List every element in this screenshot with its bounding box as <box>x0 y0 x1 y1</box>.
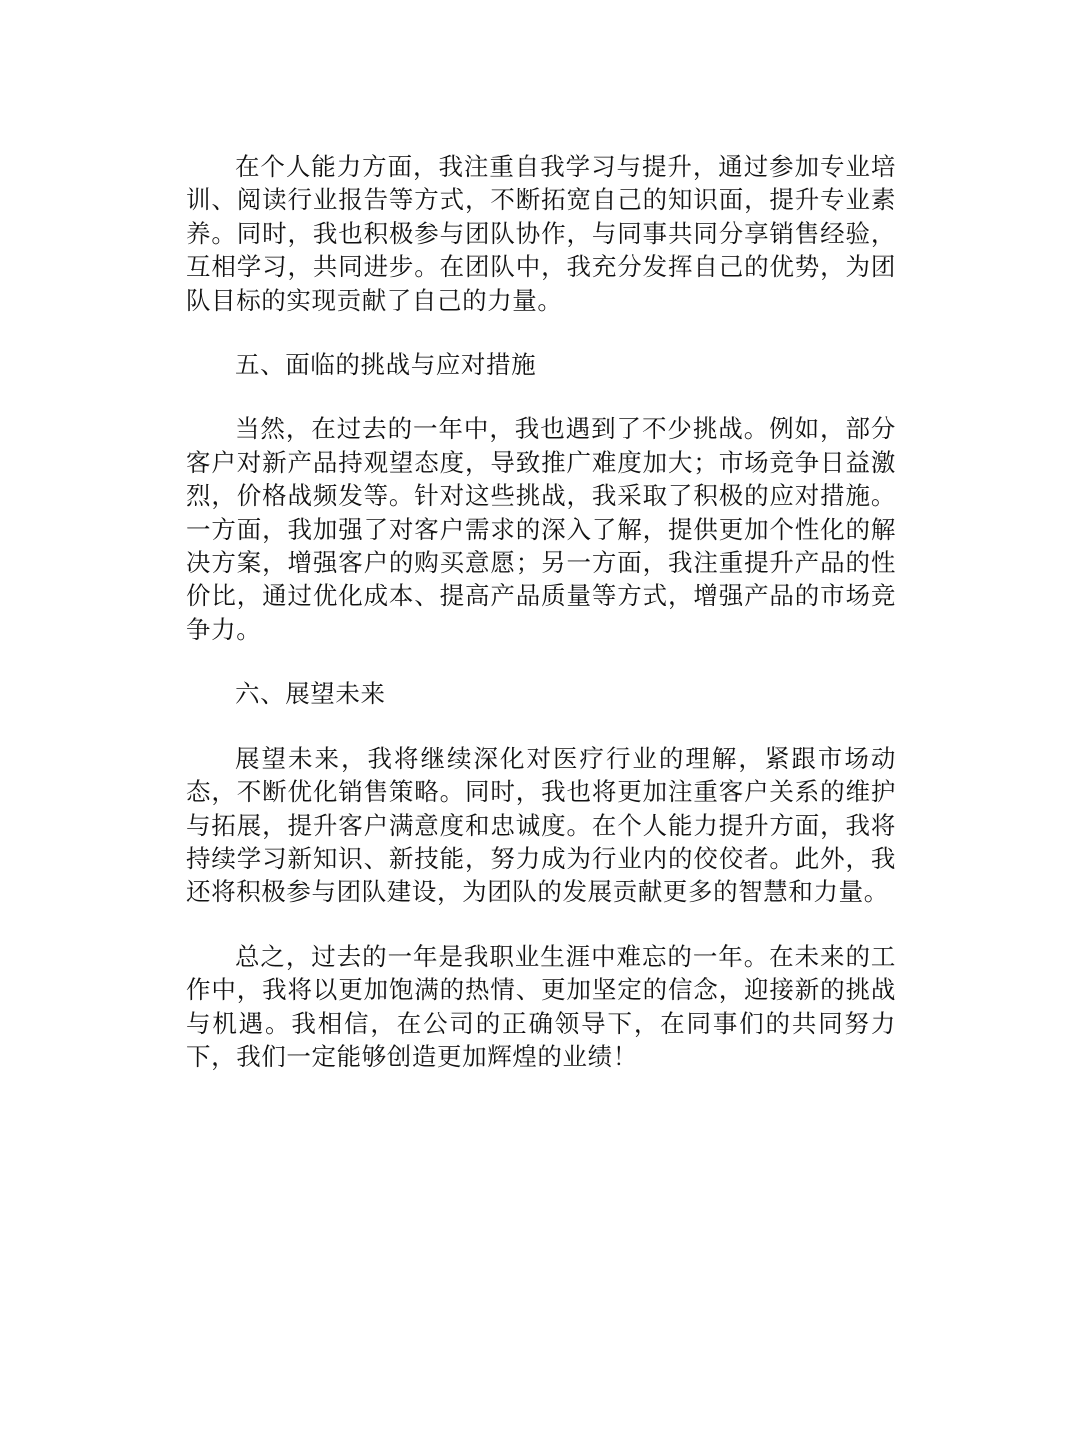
paragraph-spacer <box>186 909 896 940</box>
section-heading-future: 六、展望未来 <box>235 679 386 709</box>
paragraph-conclusion: 总之，过去的一年是我职业生涯中难忘的一年。在未来的工作中，我将以更加饱满的热情、更加坚定的信念，迎接新的挑战与机遇。我相信，在公司的正确领导下，在同事们的共同努力下，我们一定能够创造更加辉煌的业绩！ <box>186 941 896 1071</box>
paragraph-spacer <box>186 317 896 348</box>
paragraph-spacer <box>186 711 896 742</box>
paragraph-personal-ability: 在个人能力方面，我注重自我学习与提升，通过参加专业培训、阅读行业报告等方式，不断拓宽自己的知识面，提升专业素养。同时，我也积极参与团队协作，与同事共同分享销售经验，互相学习，共同进步。在团队中，我充分发挥自己的优势，为团队目标的实现贡献了自己的力量。 <box>186 152 896 315</box>
document-body <box>186 150 896 1073</box>
paragraph-spacer <box>186 646 896 677</box>
paragraph-challenges: 当然，在过去的一年中，我也遇到了不少挑战。例如，部分客户对新产品持观望态度，导致推广难度加大；市场竞争日益激烈，价格战频发等。针对这些挑战，我采取了积极的应对措施。一方面，我加强了对客户需求的深入了解，提供更加个性化的解决方案，增强客户的购买意愿；另一方面，我注重提升产品的性价比，通过优化成本、提高产品质量等方式，增强产品的市场竞争力。 <box>186 414 896 644</box>
paragraph-future: 展望未来，我将继续深化对医疗行业的理解，紧跟市场动态，不断优化销售策略。同时，我也将更加注重客户关系的维护与拓展，提升客户满意度和忠诚度。在个人能力提升方面，我将持续学习新知识、新技能，努力成为行业内的佼佼者。此外，我还将积极参与团队建设，为团队的发展贡献更多的智慧和力量。 <box>186 743 896 907</box>
paragraph-spacer <box>186 381 896 412</box>
section-heading-challenges: 五、面临的挑战与应对措施 <box>235 350 537 380</box>
